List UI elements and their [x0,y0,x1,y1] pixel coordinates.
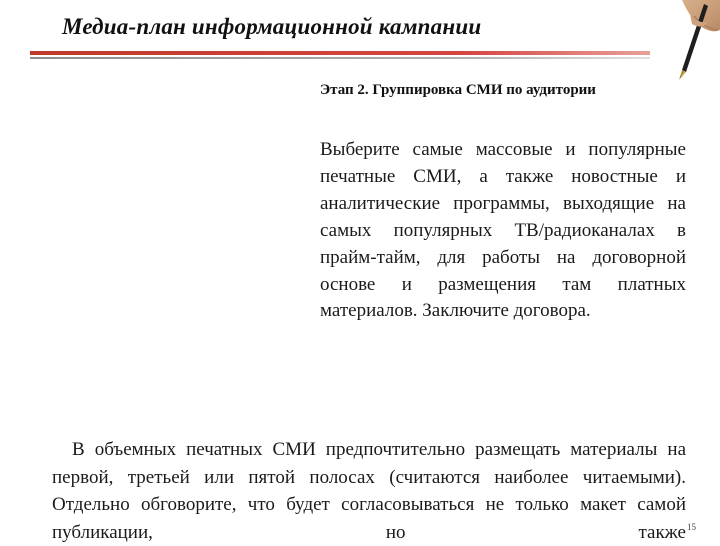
main-paragraph: Выберите самые массовые и популярные печатные СМИ, а также новостные и аналитические программы, выходящие на самых популярных ТВ/радиоканалах в прайм-тайм, для работы на договорной основе и размещения там платных материалов. Заключите договора. [320,139,686,322]
fountain-pen-icon [660,0,720,82]
slide-title: Медиа-план информационной кампании [62,14,482,39]
page-number: 15 [687,522,696,532]
stage-subtitle: Этап 2. Группировка СМИ по аудитории [320,82,596,98]
title-underline-red [30,51,650,55]
title-underline-gray [30,57,650,59]
secondary-paragraph: В объемных печатных СМИ предпочтительно размещать материалы на первой, третьей или пятой полосах (считаются наиболее читаемыми). Отдельно обговорите, что будет согласовываться не только макет самой публикации, но также [52,439,686,543]
